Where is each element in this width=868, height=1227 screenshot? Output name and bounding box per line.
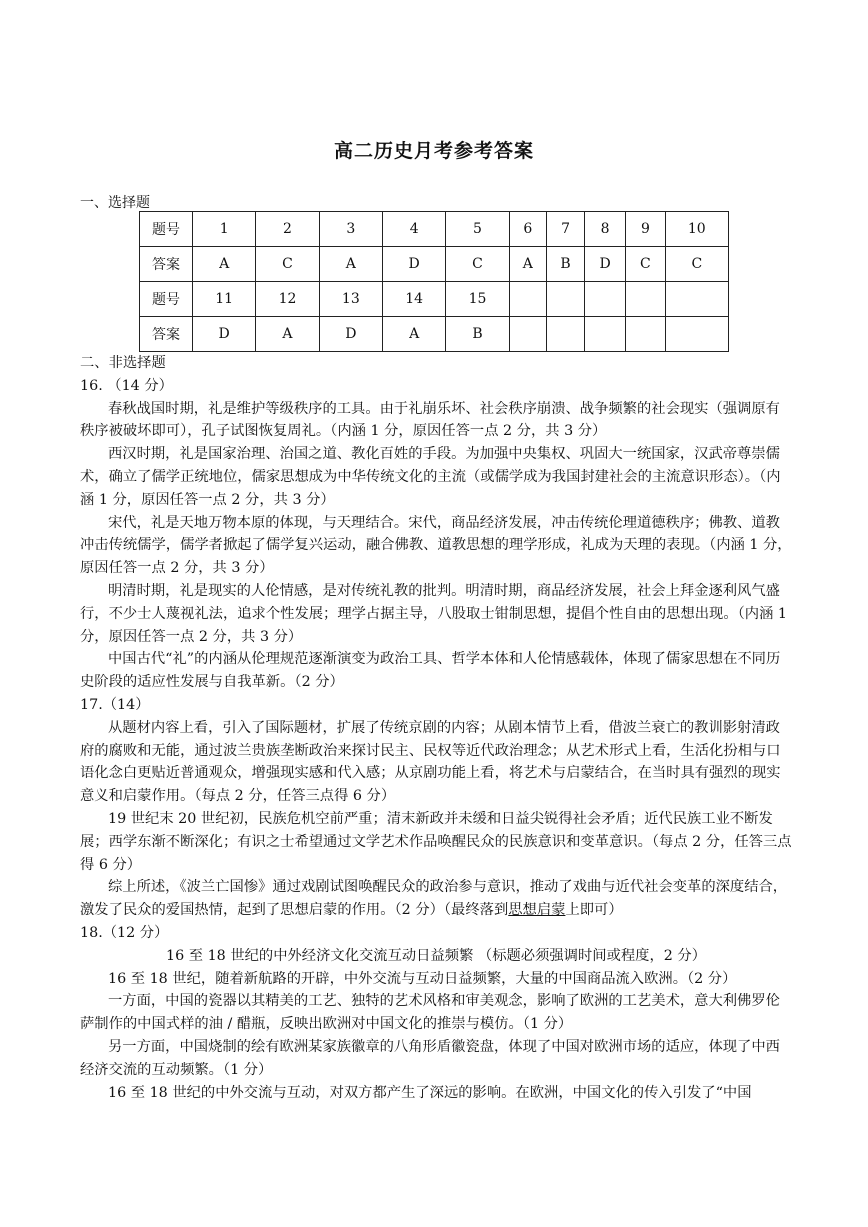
table-cell (509, 317, 546, 352)
q16-paragraph: 明清时期，礼是现实的人伦情感，是对传统礼教的批判。明清时期，商品经济发展，社会上拜金逐利风气盛行，不少士人蔑视礼法，追求个性发展；理学占据主导，八股取士钳制思想，提倡个性自由的思想出现。（内涵 1 分，原因任答一点 2 分，共 3 分） (80, 582, 788, 645)
table-cell: 11 (193, 282, 256, 317)
table-cell: 8 (585, 212, 626, 247)
q17-summary-tail: 上即可） (565, 902, 623, 919)
table-row (140, 317, 729, 352)
table-cell (665, 282, 728, 317)
table-cell: D (585, 247, 626, 282)
table-cell (665, 317, 728, 352)
q18-paragraph: 另一方面，中国烧制的绘有欧洲某家族徽章的八角形盾徽瓷盘，体现了中国对欧洲市场的适应，体现了中西经济交流的互动频繁。（1 分） (80, 1038, 780, 1078)
q18-paragraph: 一方面，中国的瓷器以其精美的工艺、独特的艺术风格和审美观念，影响了欧洲的工艺美术，意大利佛罗伦萨制作的中国式样的油 / 醋瓶，反映出欧洲对中国文化的推崇与模仿。（1 分） (80, 993, 780, 1033)
table-cell: 15 (446, 282, 509, 317)
q18-thesis: 16 至 18 世纪的中外经济文化交流互动日益频繁 （标题必须强调时间或程度，2 分） (166, 947, 706, 964)
table-cell: C (256, 247, 319, 282)
table-cell: 6 (509, 212, 546, 247)
table-cell: 13 (319, 282, 382, 317)
table-cell (509, 282, 546, 317)
table-cell: C (626, 247, 665, 282)
question-17-heading: 17.（14） (80, 696, 150, 713)
table-row-header: 题号 (140, 212, 193, 247)
question-18-heading: 18.（12 分） (80, 924, 169, 941)
table-cell (626, 282, 665, 317)
q16-paragraph: 中国古代“礼”的内涵从伦理规范逐渐演变为政治工具、哲学本体和人伦情感载体，体现了儒家思想在不同历史阶段的适应性发展与自我革新。（2 分） (80, 651, 781, 691)
table-cell (547, 317, 585, 352)
table-cell: 2 (256, 212, 319, 247)
q16-paragraph: 西汉时期，礼是国家治理、治国之道、教化百姓的手段。为加强中央集权、巩固大一统国家，汉武帝尊崇儒术，确立了儒学正统地位，儒家思想成为中华传统文化的主流（或儒学成为我国封建社会的主流意识形态）。（内涵 1 分，原因任答一点 2 分，共 3 分） (80, 446, 781, 508)
question-16-heading: 16. （14 分） (80, 377, 173, 394)
q18-paragraph: 16 至 18 世纪，随着新航路的开辟，中外交流与互动日益频繁，大量的中国商品流入欧洲。（2 分） (108, 970, 737, 987)
table-cell (585, 282, 626, 317)
table-cell (547, 282, 585, 317)
table-cell: B (446, 317, 509, 352)
q17-summary-text: 综上所述，《波兰亡国惨》通过戏剧试图唤醒民众的政治参与意识，推动了戏曲与近代社会变革的深度结合，激发了民众的爱国热情，起到了思想启蒙的作用。（2 分）（最终落到 (80, 879, 788, 919)
section-heading-nonchoice: 二、非选择题 (80, 355, 166, 371)
table-row-header: 题号 (140, 282, 193, 317)
q16-paragraph: 春秋战国时期，礼是维护等级秩序的工具。由于礼崩乐坏、社会秩序崩溃、战争频繁的社会现实（强调原有秩序被破坏即可），孔子试图恢复周礼。（内涵 1 分，原因任答一点 2 分，共 3 分） (80, 400, 780, 440)
table-cell: D (193, 317, 256, 352)
table-row (140, 282, 729, 317)
q17-paragraph: 从题材内容上看，引入了国际题材，扩展了传统京剧的内容；从剧本情节上看，借波兰衰亡的教训影射清政府的腐败和无能，通过波兰贵族垄断政治来探讨民主、民权等近代政治理念；从艺术形式上看，生活化扮相与口语化念白更贴近普通观众，增强现实感和代入感；从京剧功能上看，将艺术与启蒙结合，在当时具有强烈的现实意义和启蒙作用。（每点 2 分，任答三点得 6 分） (80, 719, 781, 805)
q18-paragraph: 16 至 18 世纪的中外交流与互动，对双方都产生了深远的影响。在欧洲，中国文化的传入引发了“中国 (108, 1084, 752, 1101)
answer-table (139, 211, 729, 352)
table-cell: D (382, 247, 445, 282)
table-cell: 5 (446, 212, 509, 247)
table-cell: 1 (193, 212, 256, 247)
non-choice-section (80, 352, 792, 1104)
table-cell: 14 (382, 282, 445, 317)
table-row (140, 247, 729, 282)
table-cell: C (665, 247, 728, 282)
table-cell: A (193, 247, 256, 282)
section-heading-choice: 一、选择题 (80, 195, 150, 211)
table-cell: 10 (665, 212, 728, 247)
table-cell: D (319, 317, 382, 352)
table-row (140, 212, 729, 247)
q17-underlined-keyword: 思想启蒙 (508, 902, 566, 919)
table-cell: 3 (319, 212, 382, 247)
table-row-header: 答案 (140, 317, 193, 352)
q16-paragraph: 宋代，礼是天地万物本原的体现，与天理结合。宋代，商品经济发展，冲击传统伦理道德秩序；佛教、道教冲击传统儒学，儒学者掀起了儒学复兴运动，融合佛教、道教思想的理学形成，礼成为天理的表现。（内涵 1 分，原因任答一点 2 分，共 3 分） (80, 514, 792, 577)
table-cell: 7 (547, 212, 585, 247)
table-cell: 12 (256, 282, 319, 317)
q17-paragraph (80, 876, 792, 922)
table-cell: A (256, 317, 319, 352)
table-cell: 9 (626, 212, 665, 247)
q17-paragraph: 19 世纪末 20 世纪初，民族危机空前严重；清末新政并未缓和日益尖锐得社会矛盾；近代民族工业不断发展；西学东渐不断深化；有识之士希望通过文学艺术作品唤醒民众的民族意识和变革意识。（每点 2 分，任答三点得 6 分） (80, 810, 792, 873)
table-cell: A (319, 247, 382, 282)
page-title: 高二历史月考参考答案 (333, 140, 534, 162)
table-cell: A (509, 247, 546, 282)
table-cell: A (382, 317, 445, 352)
table-cell: C (446, 247, 509, 282)
table-cell (585, 317, 626, 352)
table-cell (626, 317, 665, 352)
table-cell: B (547, 247, 585, 282)
table-row-header: 答案 (140, 247, 193, 282)
table-cell: 4 (382, 212, 445, 247)
